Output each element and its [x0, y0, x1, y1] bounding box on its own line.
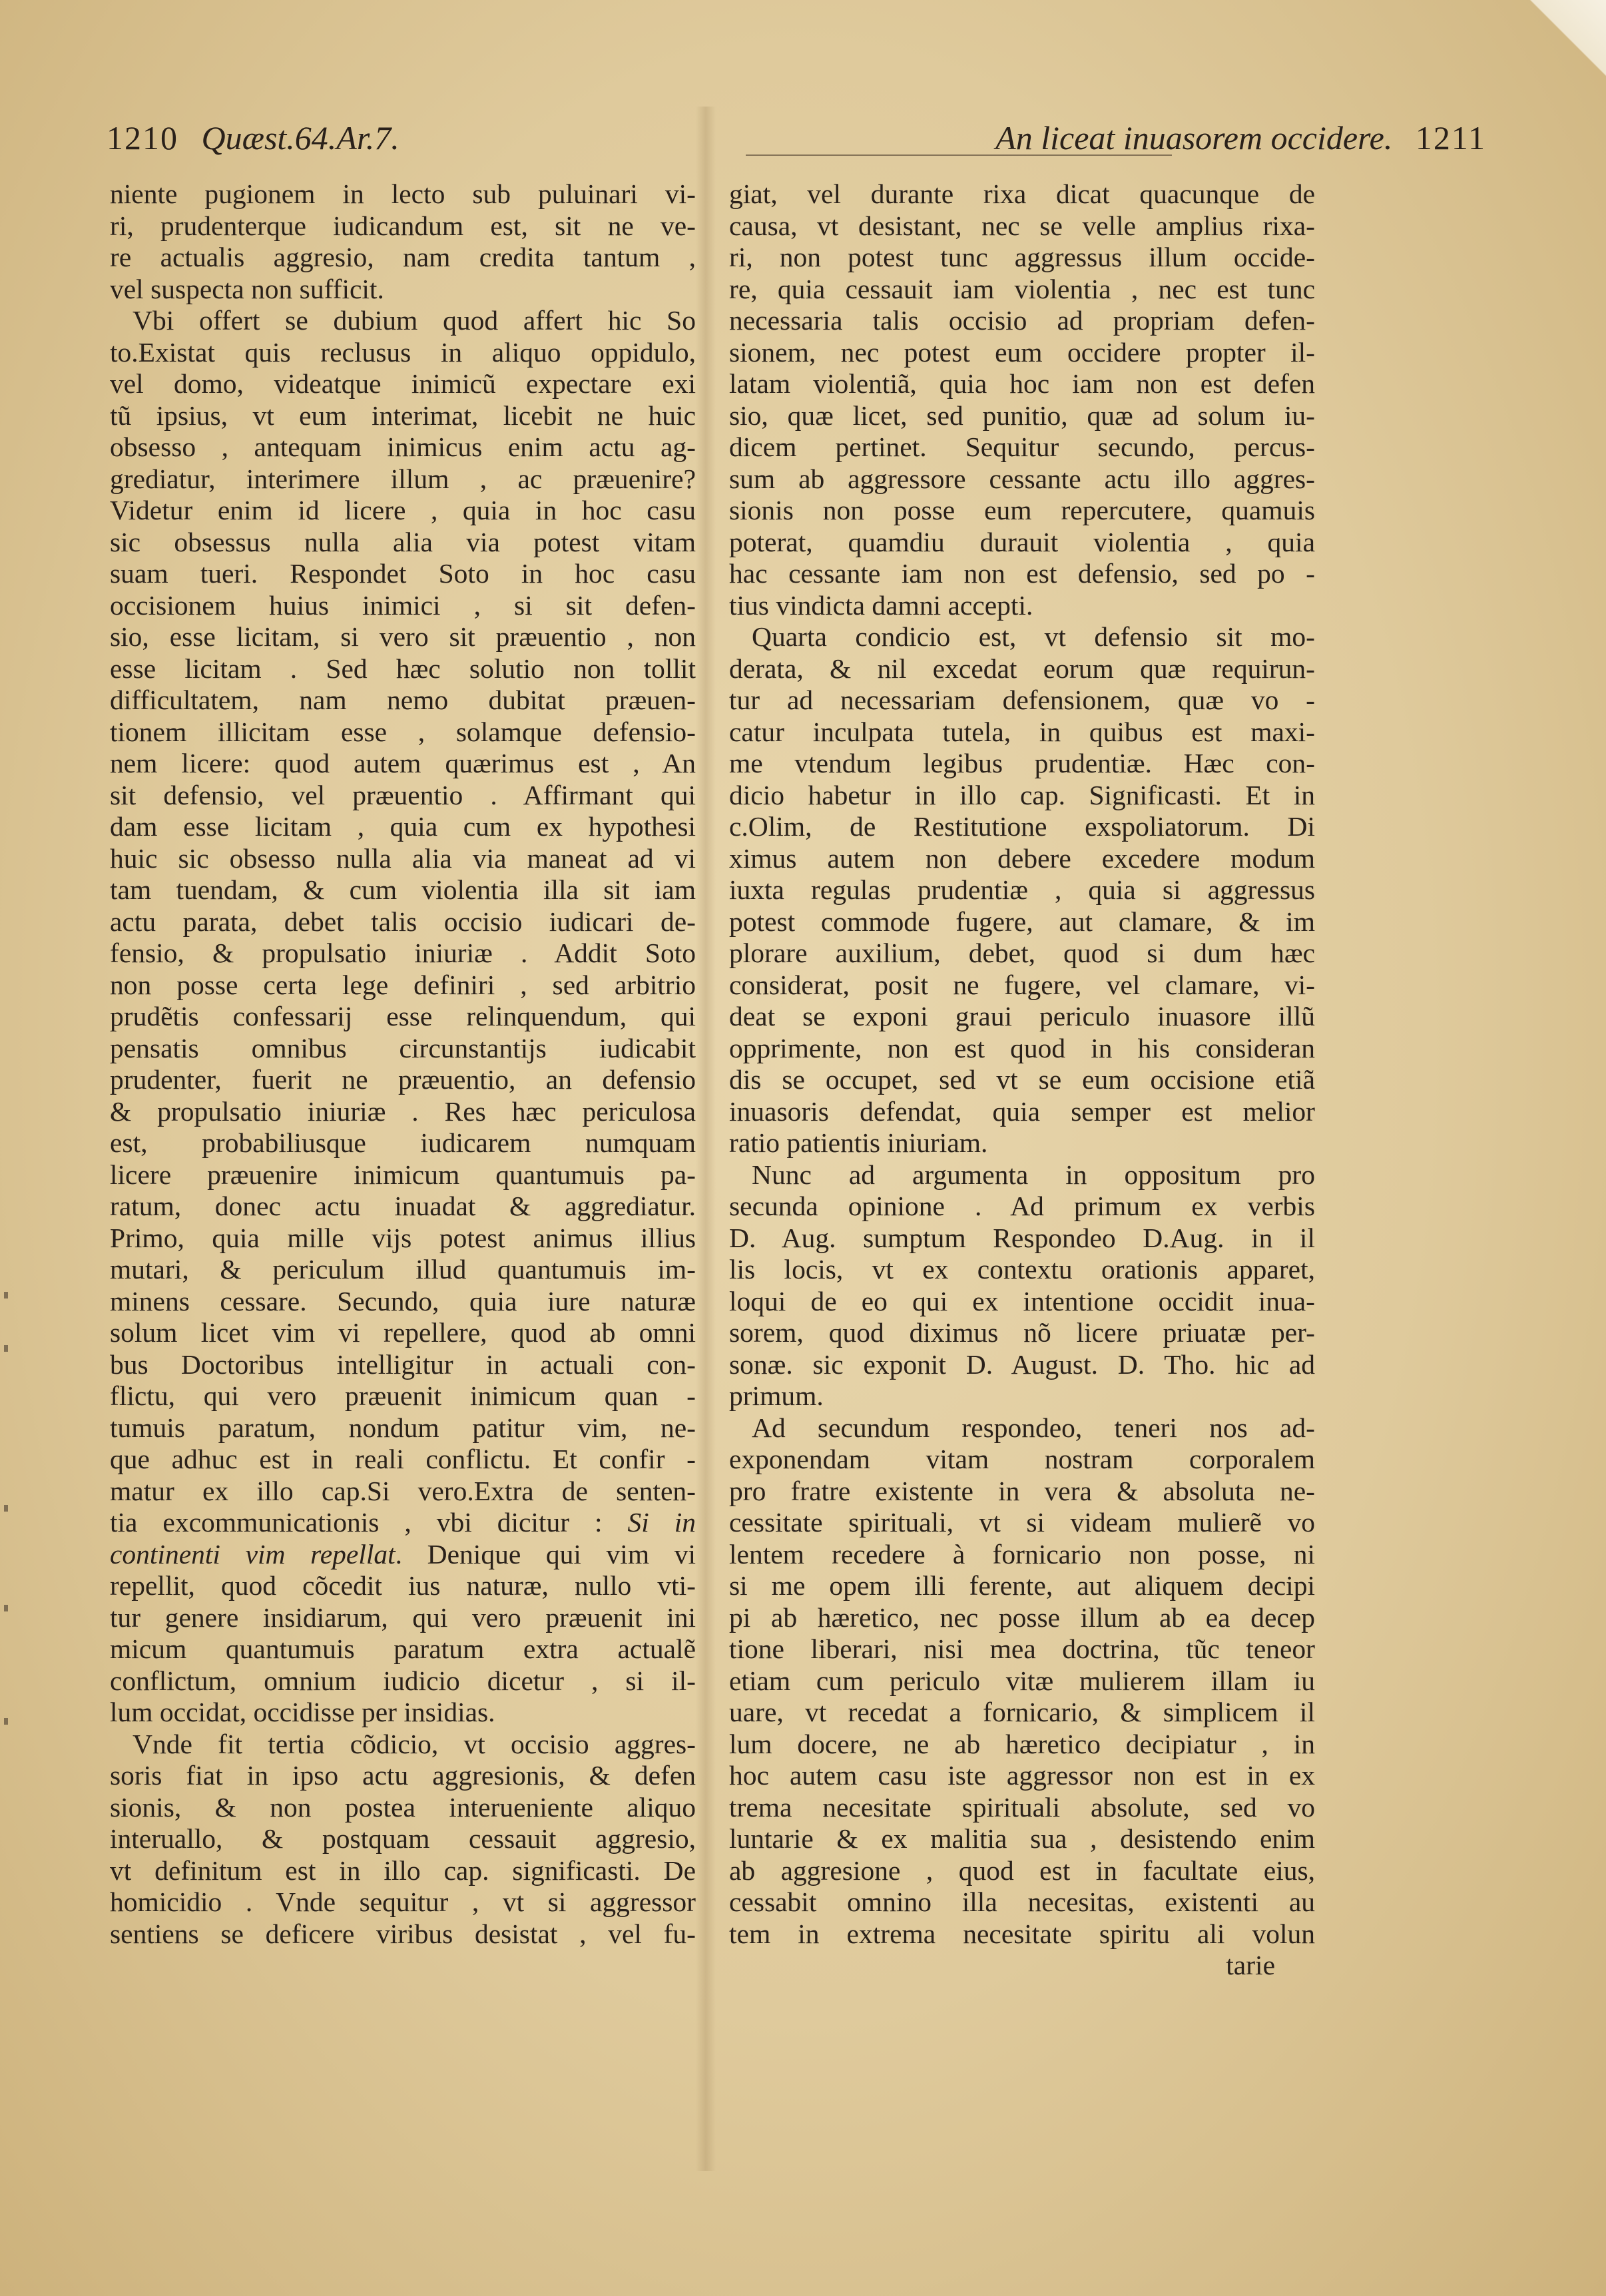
text-line: Vnde fit tertia cõdicio, vt occisio aggres-	[133, 1728, 696, 1759]
text-line: Primo, quia mille vijs potest animus illius	[110, 1222, 696, 1253]
text-line: niente pugionem in lecto sub puluinari vi-	[110, 178, 696, 209]
text-line: sionis, & non postea interueniente aliquo	[110, 1791, 696, 1823]
text-line: sionem, nec potest eum occidere propter il-	[729, 336, 1315, 368]
text-line: grediatur, interimere illum , ac præuenire?	[110, 463, 696, 494]
text-line: tũ ipsius, vt eum interimat, licebit ne huic	[110, 400, 696, 431]
text-line: homicidio . Vnde sequitur , vt si aggressor	[110, 1886, 696, 1917]
text-line: lentem recedere à fornicario non posse, ni	[729, 1538, 1315, 1570]
text-line: c.Olim, de Restitutione exspoliatorum. Di	[729, 811, 1315, 842]
folded-corner	[1519, 0, 1606, 80]
text-line: causa, vt desistant, nec se velle amplius rixa-	[729, 210, 1315, 241]
text-line: ri, non potest tunc aggressus illum occide-	[729, 242, 1315, 272]
text-line: secunda opinione . Ad primum ex verbis	[729, 1191, 1315, 1221]
text-line: pi ab hæretico, nec posse illum ab ea decep	[729, 1601, 1315, 1633]
text-line: nem licere: quod autem quærimus est , An	[110, 748, 696, 778]
text-line: etiam cum periculo vitæ mulierem illam iu	[729, 1665, 1315, 1696]
margin-mark	[4, 1718, 8, 1725]
text-line: latam violentiã, quia hoc iam non est defen	[729, 368, 1315, 399]
text-line: primum.	[729, 1380, 824, 1411]
page-gutter	[696, 107, 716, 2171]
text-line: que adhuc est in reali conflictu. Et confir -	[110, 1444, 696, 1474]
text-line: ratio patientis iniuriam.	[729, 1127, 988, 1158]
text-line: bus Doctoribus intelligitur in actuali con-	[110, 1348, 696, 1380]
text-line: lum docere, ne ab hæretico decipiatur , in	[729, 1728, 1315, 1759]
text-line: tius vindicta damni accepti.	[729, 589, 1033, 621]
text-line: tione liberari, nisi mea doctrina, tũc teneor	[729, 1633, 1315, 1664]
text-line: loqui de eo qui ex intentione occidit inua-	[729, 1285, 1315, 1316]
text-line: actu parata, debet talis occisio iudicari de-	[110, 906, 696, 937]
text-line: giat, vel durante rixa dicat quacunque de	[729, 178, 1315, 209]
text-line: licere præuenire inimicum quantumuis pa-	[110, 1159, 696, 1190]
text-line: pro fratre existente in vera & absoluta ne-	[729, 1475, 1315, 1506]
text-line: continenti vim repellat. Denique qui vim vi	[110, 1538, 696, 1570]
text-line: pensatis omnibus circunstantijs iudicabit	[110, 1032, 696, 1063]
text-line: Vbi offert se dubium quod affert hic So	[133, 305, 696, 336]
text-line: si me opem illi ferente, aut aliquem decipi	[729, 1570, 1315, 1601]
right-running-title: An liceat inuasorem occidere.	[995, 119, 1393, 156]
text-line: prudẽtis confessarij esse relinquendum, qui	[110, 1001, 696, 1031]
text-line: repellit, quod cõcedit ius naturæ, nullo vti-	[110, 1570, 696, 1601]
text-line: sio, quæ licet, sed punitio, quæ ad solum iu-	[729, 400, 1315, 431]
text-line: vel suspecta non sufficit.	[110, 273, 384, 304]
text-line: sorem, quod diximus nõ licere priuatæ per-	[729, 1317, 1315, 1348]
text-line: tumuis paratum, nondum patitur vim, ne-	[110, 1412, 696, 1443]
text-line: poterat, quamdiu durauit violentia , quia	[729, 526, 1315, 557]
left-header	[107, 119, 414, 157]
text-line: luntarie & ex malitia sua , desistendo enim	[729, 1823, 1315, 1854]
text-line: cessitate spirituali, vt si videam mulierẽ vo	[729, 1507, 1315, 1538]
text-line: hac cessante iam non est defensio, sed po -	[729, 558, 1315, 589]
text-line: soris fiat in ipso actu aggresionis, & defen	[110, 1760, 696, 1791]
right-header	[981, 119, 1486, 157]
text-line: exponendam vitam nostram corporalem	[729, 1444, 1315, 1474]
text-line: Quarta condicio est, vt defensio sit mo-	[752, 621, 1315, 652]
text-line: ab aggresione , quod est in facultate eius,	[729, 1855, 1315, 1886]
text-line: est, probabiliusque iudicarem numquam	[110, 1127, 696, 1158]
text-line: dicio habetur in illo cap. Significasti. Et in	[729, 779, 1315, 810]
text-line: potest commode fugere, aut clamare, & im	[729, 906, 1315, 937]
text-line: uare, vt recedat a fornicario, & simplicem il	[729, 1697, 1315, 1727]
text-line: re, quia cessauit iam violentia , nec est tunc	[729, 273, 1315, 304]
text-line: cessabit omnino illa necesitas, existenti au	[729, 1886, 1315, 1917]
right-page-number: 1211	[1415, 119, 1486, 156]
text-line: lis locis, vt ex contextu orationis apparet,	[729, 1254, 1315, 1285]
text-line: flictu, qui vero præuenit inimicum quan -	[110, 1380, 696, 1411]
text-line: huic sic obsesso nulla alia via maneat ad vi	[110, 842, 696, 874]
text-line: sio, esse licitam, si vero sit præuentio , non	[110, 621, 696, 652]
text-line: sic obsessus nulla alia via potest vitam	[110, 526, 696, 557]
text-line: ratum, donec actu inuadat & aggrediatur.	[110, 1191, 696, 1221]
text-line: considerat, posit ne fugere, vel clamare, vi-	[729, 969, 1315, 1000]
text-line: dam esse licitam , quia cum ex hypothesi	[110, 811, 696, 842]
right-column	[729, 178, 1315, 1982]
text-line: tur genere insidiarum, qui vero præuenit ini	[110, 1601, 696, 1633]
text-line: interuallo, & postquam cessauit aggresio,	[110, 1823, 696, 1854]
left-page-number: 1210	[107, 119, 178, 156]
text-line: hoc autem casu iste aggressor non est in ex	[729, 1760, 1315, 1791]
text-line: ximus autem non debere excedere modum	[729, 842, 1315, 874]
text-line: sentiens se deficere viribus desistat , vel fu-	[110, 1918, 696, 1949]
text-line: lum occidat, occidisse per insidias.	[110, 1697, 495, 1727]
text-line: mutari, & periculum illud quantumuis im-	[110, 1254, 696, 1285]
margin-mark	[4, 1605, 8, 1611]
text-line: esse licitam . Sed hæc solutio non tollit	[110, 653, 696, 684]
text-line: conflictum, omnium iudicio dicetur , si il-	[110, 1665, 696, 1696]
text-line: dis se occupet, sed vt se eum occisione etiã	[729, 1064, 1315, 1095]
text-line: difficultatem, nam nemo dubitat præuen-	[110, 685, 696, 715]
text-line: suam tueri. Respondet Soto in hoc casu	[110, 558, 696, 589]
text-line: tem in extrema necesitate spiritu ali volun	[729, 1918, 1315, 1949]
text-line: iuxta regulas prudentiæ , quia si aggressus	[729, 874, 1315, 905]
text-line: sionis non posse eum repercutere, quamuis	[729, 495, 1315, 525]
text-line: fensio, & propulsatio iniuriæ . Addit Soto	[110, 938, 696, 968]
text-line: Nunc ad argumenta in oppositum pro	[752, 1159, 1315, 1190]
left-running-title: Quæst.64.Ar.7.	[201, 119, 400, 156]
text-line: & propulsatio iniuriæ . Res hæc periculosa	[110, 1095, 696, 1127]
left-column	[110, 178, 696, 1950]
text-line: deat se exponi graui periculo inuasore illũ	[729, 1001, 1315, 1031]
text-line: me vtendum legibus prudentiæ. Hæc con-	[729, 748, 1315, 778]
text-line: necessaria talis occisio ad propriam defen-	[729, 305, 1315, 336]
text-line: tur ad necessariam defensionem, quæ vo -	[729, 685, 1315, 715]
text-line: occisionem huius inimici , si sit defen-	[110, 589, 696, 621]
text-line: inuasoris defendat, quia semper est melior	[729, 1095, 1315, 1127]
text-line: to.Existat quis reclusus in aliquo oppidulo,	[110, 336, 696, 368]
text-line: opprimente, non est quod in his consideran	[729, 1032, 1315, 1063]
text-line: obsesso , antequam inimicus enim actu ag-	[110, 431, 696, 462]
text-line: Videtur enim id licere , quia in hoc casu	[110, 495, 696, 525]
text-line: micum quantumuis paratum extra actualẽ	[110, 1633, 696, 1664]
text-line: tionem illicitam esse , solamque defensio-	[110, 716, 696, 747]
text-line: catur inculpata tutela, in quibus est maxi-	[729, 716, 1315, 747]
margin-mark	[4, 1505, 8, 1512]
text-line: ri, prudenterque iudicandum est, sit ne ve-	[110, 210, 696, 241]
text-line: matur ex illo cap.Si vero.Extra de senten-	[110, 1475, 696, 1506]
text-line: non posse certa lege definiri , sed arbitrio	[110, 969, 696, 1000]
margin-mark	[4, 1292, 8, 1298]
text-line: derata, & nil excedat eorum quæ requirun-	[729, 653, 1315, 684]
text-line: plorare auxilium, debet, quod si dum hæc	[729, 938, 1315, 968]
text-line: re actualis aggresio, nam credita tantum ,	[110, 242, 696, 272]
margin-mark	[4, 1345, 8, 1352]
catchword: tarie	[1226, 1950, 1275, 1980]
text-line: prudenter, fuerit ne præuentio, an defensio	[110, 1064, 696, 1095]
text-line: dicem pertinet. Sequitur secundo, percus-	[729, 431, 1315, 462]
text-line: trema necesitate spirituali absolute, sed vo	[729, 1791, 1315, 1823]
text-line: sit defensio, vel præuentio . Affirmant qui	[110, 779, 696, 810]
text-line: vt definitum est in illo cap. significasti. De	[110, 1855, 696, 1886]
text-line: tam tuendam, & cum violentia illa sit iam	[110, 874, 696, 905]
text-line: tia excommunicationis , vbi dicitur : Si in	[110, 1507, 696, 1538]
text-line: minens cessare. Secundo, quia iure naturæ	[110, 1285, 696, 1316]
text-line: vel domo, videatque inimicũ expectare exi	[110, 368, 696, 399]
text-line: Ad secundum respondeo, teneri nos ad-	[752, 1412, 1315, 1443]
text-line: sum ab aggressore cessante actu illo aggres-	[729, 463, 1315, 494]
text-line: solum licet vim vi repellere, quod ab omni	[110, 1317, 696, 1348]
text-line: D. Aug. sumptum Respondeo D.Aug. in il	[729, 1222, 1315, 1253]
text-line: sonæ. sic exponit D. August. D. Tho. hic ad	[729, 1348, 1315, 1380]
